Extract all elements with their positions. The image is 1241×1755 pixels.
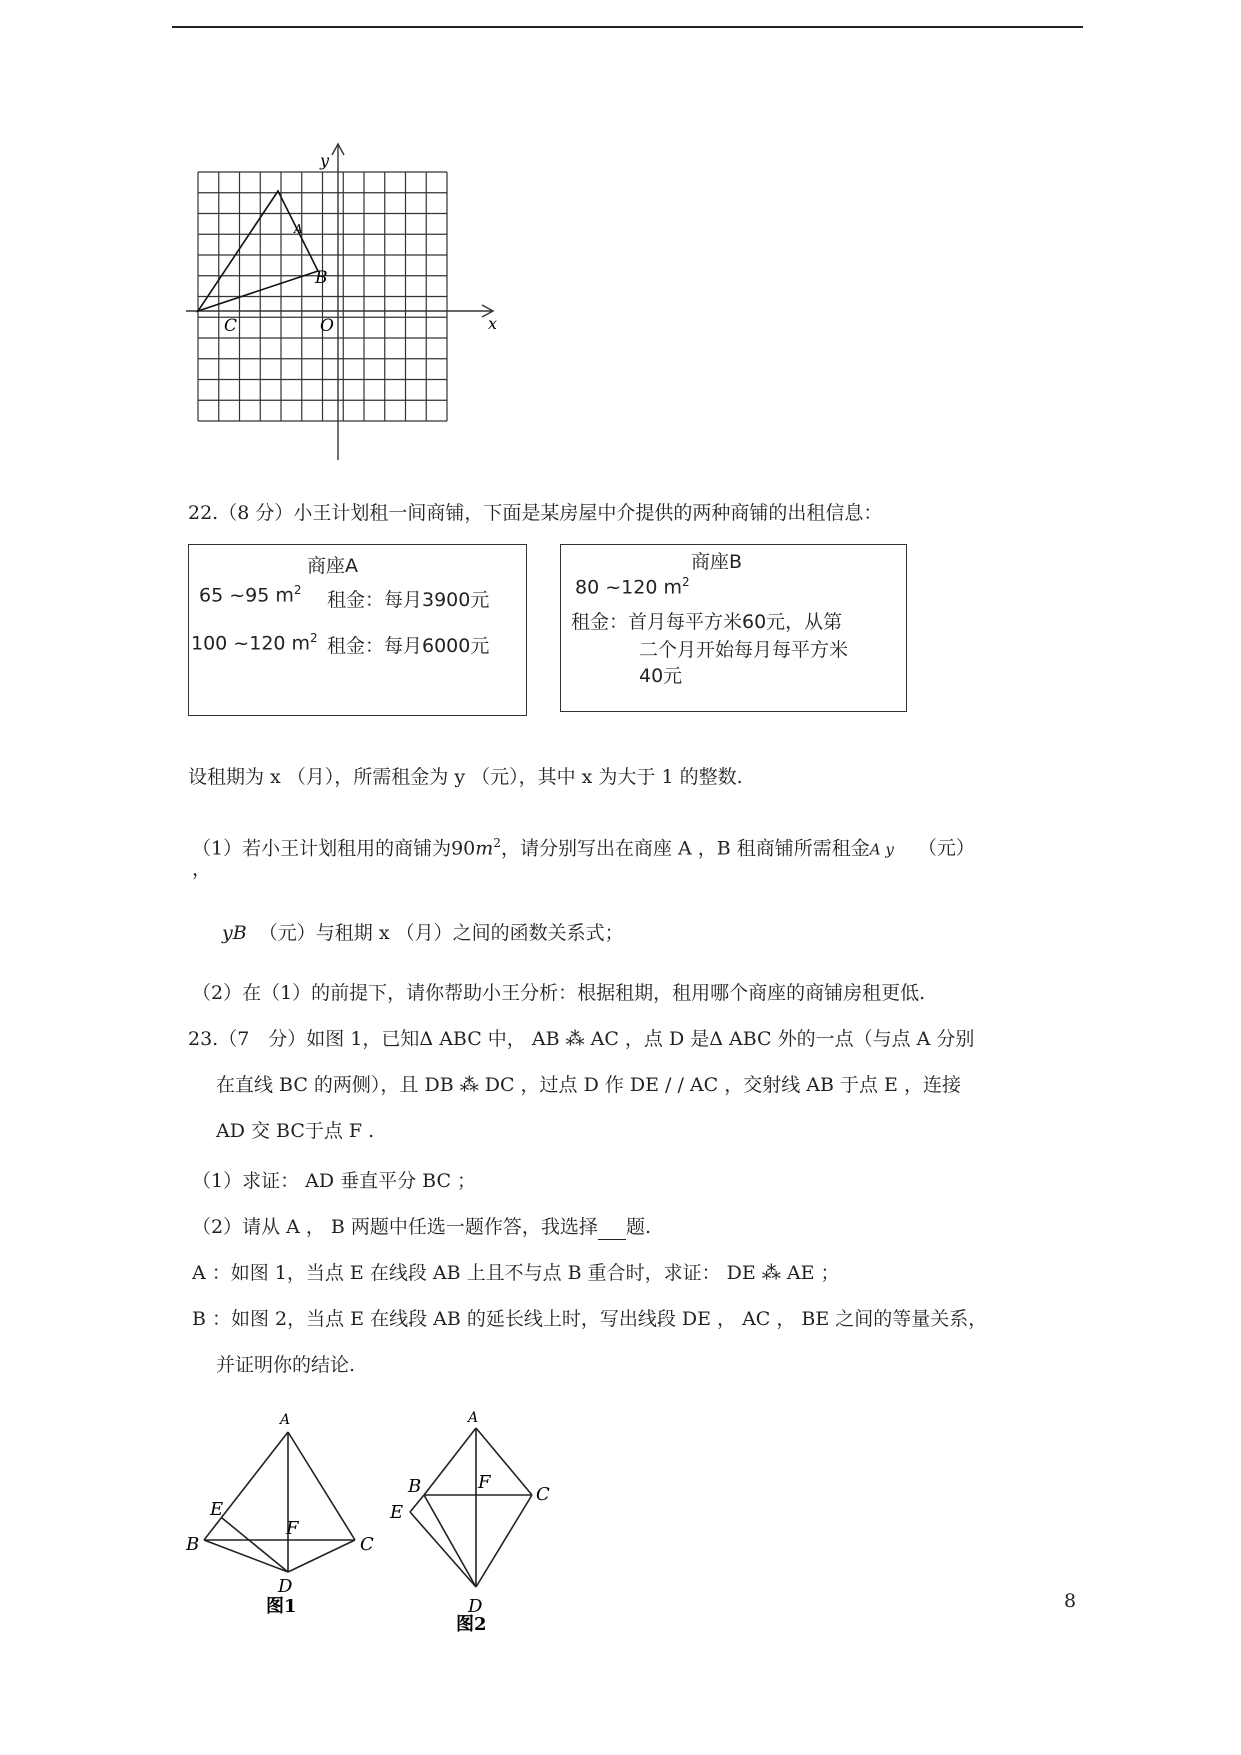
fig1-label-a: A xyxy=(280,1412,291,1428)
fig2-label-e: E xyxy=(390,1502,404,1523)
q22-part1-line1: （1）若小王计划租用的商铺为$90m^2$，请分别写出在商座 A ，B 租商铺所需租金A y （元） xyxy=(192,836,975,860)
point-a-label: A xyxy=(294,222,303,236)
fig2-label-b: B xyxy=(408,1476,422,1497)
box-b-title: 商座B xyxy=(691,551,743,573)
fig2-label-a: A xyxy=(468,1410,479,1426)
fig1-caption: 图1 xyxy=(266,1596,297,1617)
q23-option-a: A ：如图 1，当点 E 在线段 AB 上且不与点 B 重合时，求证： DE ⁂ AE ； xyxy=(192,1262,840,1284)
figure-2 xyxy=(380,1400,580,1650)
triangle-abc xyxy=(198,191,318,311)
fig2-caption: 图2 xyxy=(456,1614,487,1635)
box-b-area: 80 ~120 $m^2$ xyxy=(575,575,690,599)
origin-label: O xyxy=(320,316,334,336)
box-b-rent-line3: 40元 xyxy=(639,665,683,687)
q22-part1-line2: yB （元）与租期 x （月）之间的函数关系式； xyxy=(222,922,624,944)
box-a-row2-rent: 租金：每月6000元 xyxy=(327,635,490,657)
box-a-row2-area: 100 ~120 $m^2$ xyxy=(191,631,318,655)
q22-setup: 设租期为 x （月），所需租金为 y （元），其中 x 为大于 1 的整数. xyxy=(188,766,743,788)
answer-blank[interactable] xyxy=(598,1221,626,1240)
q23-line1: 23.（7 分）如图 1，已知Δ ABC 中， AB ⁂ AC ，点 D 是Δ ABC 外的一点（与点 A 分别 xyxy=(188,1028,975,1050)
fig2-label-c: C xyxy=(536,1484,550,1505)
point-c-label: C xyxy=(224,316,238,336)
fig1-label-b: B xyxy=(186,1534,200,1555)
q23-option-b-line1: B ：如图 2，当点 E 在线段 AB 的延长线上时，写出线段 DE ， AC ， BE 之间的等量关系， xyxy=(192,1308,988,1330)
box-a-row1-area: 65 ~95 $m^2$ xyxy=(199,583,302,607)
box-b-rent-line2: 二个月开始每月每平方米 xyxy=(639,639,849,661)
q22-intro: 22.（8 分）小王计划租一间商铺，下面是某房屋中介提供的两种商铺的出租信息： xyxy=(188,502,883,524)
rental-box-b xyxy=(560,544,907,712)
q22-part1-comma: ， xyxy=(192,858,212,880)
fig2-label-f: F xyxy=(478,1472,491,1493)
page-number: 8 xyxy=(1064,1590,1077,1612)
q23-option-b-line2: 并证明你的结论. xyxy=(216,1354,356,1376)
box-a-row1-rent: 租金：每月3900元 xyxy=(327,589,490,611)
y-label: y xyxy=(320,151,330,170)
fig1-label-e: E xyxy=(210,1499,224,1520)
fig1-label-f: F xyxy=(286,1518,299,1539)
q23-line2: 在直线 BC 的两侧），且 DB ⁂ DC ，过点 D 作 DE / / AC ，交射线 AB 于点 E ，连接 xyxy=(216,1074,961,1096)
q23-line3: AD 交 BC于点 F . xyxy=(216,1120,375,1142)
box-b-rent-line1: 租金：首月每平方米60元，从第 xyxy=(571,611,843,633)
box-a-title: 商座A xyxy=(307,555,358,577)
header-rule xyxy=(172,26,1083,28)
q23-part1: （1）求证： AD 垂直平分 BC ； xyxy=(192,1170,477,1192)
figure-1 xyxy=(180,1400,400,1640)
fig1-label-d: D xyxy=(278,1576,293,1597)
x-label: x xyxy=(488,314,498,333)
q22-part2: （2）在（1）的前提下，请你帮助小王分析：根据租期，租用哪个商座的商铺房租更低. xyxy=(192,982,926,1004)
fig1-label-c: C xyxy=(360,1534,374,1555)
rental-box-a xyxy=(188,544,527,716)
fig2-label-d: D xyxy=(468,1596,483,1617)
point-b-label: B xyxy=(315,268,328,288)
q23-part2: （2）请从 A ， B 两题中任选一题作答，我选择 题. xyxy=(192,1216,651,1238)
coordinate-grid-figure xyxy=(180,140,510,470)
